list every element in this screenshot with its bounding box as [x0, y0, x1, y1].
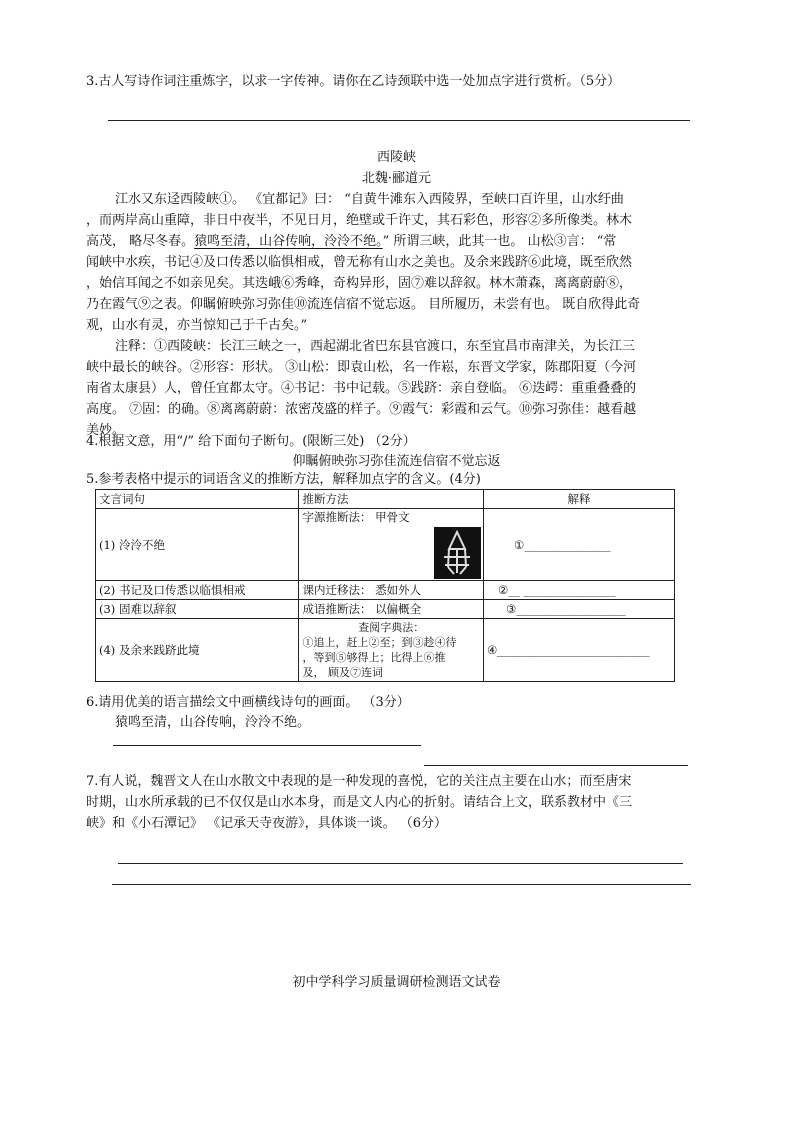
- method-line: ，等到⑤够得上；比得上⑥推: [302, 651, 446, 664]
- table-header-cell: 推断方法: [299, 490, 484, 509]
- table-header-cell: 解释: [484, 490, 675, 509]
- passage-line: 乃在霞气⑨之表。仰瞩俯映弥习弥佳⑩流连信宿不觉忘返。 目所履历，未尝有也。 既自欣得此奇: [86, 297, 641, 312]
- passage-line-with-underline: [86, 232, 616, 251]
- phrase-cell: (3) 固难以辞叙: [96, 600, 299, 619]
- passage-line: 江水又东迳西陵峡①。 《宜都记》曰： “自黄牛滩东入西陵界，至峡口百许里，山水纡曲: [115, 192, 624, 207]
- method-cell: [299, 509, 484, 581]
- notes-line: 峡中最长的峡谷。②形容：形状。 ③山松：即袁山松，名一作崧，东晋文学家，陈郡阳夏（今河: [86, 360, 637, 375]
- q4-text: 4.根据文意，用“/” 给下面句子断句。(限断三处) （2分）: [86, 434, 416, 449]
- q4-sentence: 仰瞩俯映弥习弥佳流连信宿不觉忘返: [292, 454, 501, 469]
- method-cell: 课内迁移法： 悉如外人: [299, 581, 484, 600]
- passage-author: 北魏·郦道元: [361, 171, 432, 186]
- method-cell: [299, 619, 484, 682]
- passage-line-segment: ” 所谓三峡，此其一也。 山松③言： “常: [382, 234, 617, 249]
- passage-line: ，而两岸高山重障，非日中夜半，不见日月，绝壁或千许丈，其石彩色，形容②多所像类。林木: [86, 213, 633, 228]
- notes-line: 美妙。: [86, 423, 126, 438]
- q7-line: 7.有人说，魏晋文人在山水散文中表现的是一种发现的喜悦，它的关注点主要在山水；而至唐宋: [86, 774, 632, 789]
- phrase-cell: (2) 书记及口传悉以临惧相戒: [96, 581, 299, 600]
- q6-quote: 猿鸣至清，山谷传响，泠泠不绝。: [115, 715, 311, 730]
- phrase-cell: (4) 及余来践跻此境: [96, 619, 299, 682]
- q7-answer-line[interactable]: [112, 884, 691, 885]
- notes-line: 高度。 ⑦固：的确。⑧离离蔚蔚：浓密茂盛的样子。⑨霞气：彩霞和云气。⑩弥习弥佳：越看越: [86, 402, 637, 417]
- passage-title: 西陵峡: [376, 150, 416, 165]
- method-line: ①追上，赶上②至；到③趁④待: [302, 636, 457, 649]
- q3-answer-line: [108, 120, 690, 121]
- notes-line: 南省太康县）人，曾任宜都太守。④书记：书中记载。⑤践跻：亲自登临。 ⑥迭崿：重重叠叠的: [86, 381, 637, 396]
- passage-line-segment: 高茂， 略尽冬春。: [86, 234, 195, 249]
- answer-cell[interactable]: ③___________________: [484, 600, 675, 619]
- q5-table: [95, 489, 675, 682]
- method-line: 及， 顾及⑦连词: [302, 666, 383, 679]
- table-row: [96, 600, 675, 619]
- method-cell: 成语推断法： 以偏概全: [299, 600, 484, 619]
- table-row: [96, 509, 675, 581]
- table-row: [96, 581, 675, 600]
- q7-answer-line[interactable]: [118, 863, 683, 864]
- table-header-row: [96, 490, 675, 509]
- passage-line: 闻峡中水疾，书记④及口传悉以临惧相戒，曾无称有山水之美也。及余来践跻⑥此境，既至欣然: [86, 255, 633, 270]
- q6-answer-line[interactable]: [424, 765, 688, 766]
- method-text: 字源推断法： 甲骨文: [302, 510, 410, 524]
- q7-line: 时期，山水所承载的已不仅仅是山水本身，而是文人内心的折射。请结合上文，联系教材中《三: [86, 795, 633, 810]
- q6-text: 6.请用优美的语言描绘文中画横线诗句的画面。 （3分）: [86, 695, 410, 710]
- passage-line: ，始信耳闻之不如亲见矣。其迭峨⑥秀峰，奇构异形，固⑦难以辞叙。林木萧森，离离蔚蔚⑧，: [86, 276, 633, 291]
- answer-cell[interactable]: ②__ ________________: [484, 581, 675, 600]
- underlined-sentence: 猿鸣至清，山谷传响，泠泠不绝。: [194, 234, 383, 249]
- page-footer: 初中学科学习质量调研检测语文试卷: [292, 975, 501, 990]
- table-row: [96, 619, 675, 682]
- notes-line: 注释：①西陵峡：长江三峡之一，西起湖北省巴东县官渡口，东至宜昌市南津关，为长江三: [115, 339, 636, 354]
- answer-cell[interactable]: ①_______________: [484, 509, 675, 581]
- method-title: 查阅字典法：: [358, 621, 425, 634]
- q6-answer-line[interactable]: [113, 745, 421, 746]
- q3-text: 3.古人写诗作词注重炼字，以求一字传神。请你在乙诗颈联中选一处加点字进行赏析。（5分）: [86, 74, 621, 89]
- passage-line: 观，山水有灵，亦当惊知己于千古矣。”: [86, 318, 308, 333]
- q5-text: 5.参考表格中提示的词语含义的推断方法，解释加点字的含义。(4分): [86, 472, 481, 487]
- answer-cell[interactable]: ④_____________________________: [484, 619, 675, 682]
- oracle-bone-glyph-image: [434, 527, 481, 579]
- q7-line: 峡》和《小石潭记》 《记承天寺夜游》，具体谈一谈。 （6分）: [86, 816, 448, 831]
- oracle-glyph-wrap: [302, 527, 483, 579]
- table-header-cell: 文言词句: [96, 490, 299, 509]
- phrase-cell: (1) 泠泠不绝: [96, 509, 299, 581]
